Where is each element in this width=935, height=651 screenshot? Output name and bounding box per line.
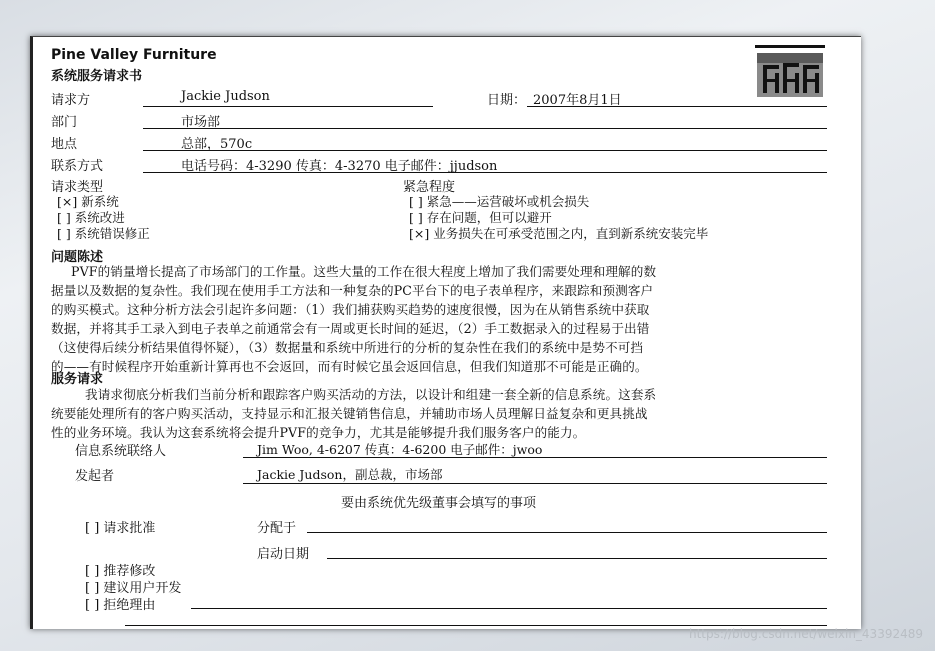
watermark: https://blog.csdn.net/weixin_43392489 (688, 627, 923, 641)
checkbox: [ ] (85, 581, 100, 596)
option-label: 系统错误修正 (74, 226, 150, 241)
option-label: 推荐修改 (103, 564, 156, 579)
assigned-label: 分配于 (257, 521, 297, 536)
start-date-underline (327, 558, 827, 559)
problem-heading: 问题陈述 (51, 250, 104, 265)
contact-label: 联系方式 (51, 159, 104, 174)
checkbox: [ ] (57, 226, 71, 241)
approve-option (85, 517, 155, 536)
checkbox: [ ] (57, 210, 71, 225)
option-label: 紧急——运营破坏或机会损失 (426, 194, 590, 209)
extra-underline (125, 625, 827, 626)
checkbox: [ ] (409, 210, 423, 225)
service-request-form (30, 36, 861, 629)
problem-line: PVF的销量增长提高了市场部门的工作量。这些大量的工作在很大程度上增加了我们需要处理和理解的数 (71, 264, 657, 279)
reject-underline (191, 608, 827, 609)
service-line: 我请求彻底分析我们当前分析和跟踪客户购买活动的方法，以设计和组建一套全新的信息系统。这套系 (85, 387, 657, 402)
option-label: 存在问题，但可以避开 (426, 210, 552, 225)
service-text (51, 385, 656, 442)
option-label: 请求批准 (103, 521, 156, 536)
option-label: 新系统 (81, 194, 119, 209)
request-type-heading: 请求类型 (51, 180, 104, 195)
service-line: 统要能处理所有的客户购买活动，支持显示和汇报关键销售信息，并辅助市场人员理解日益复杂和更具挑战 (51, 406, 648, 421)
urgency-heading: 紧急程度 (403, 180, 456, 195)
liaison-underline (243, 457, 827, 458)
start-date-label: 启动日期 (257, 547, 310, 562)
date-label: 日期： (487, 93, 527, 108)
company-name: Pine Valley Furniture (51, 47, 217, 63)
contact-value: 电话号码：4-3290 传真：4-3270 电子邮件：jjudson (181, 159, 498, 174)
option-label: 拒绝理由 (103, 598, 156, 613)
requester-underline (143, 106, 433, 107)
location-value: 总部，570c (181, 137, 253, 152)
request-type-option (57, 224, 150, 242)
checkbox: [×] (409, 226, 430, 241)
checkbox: [×] (57, 194, 78, 209)
checkbox: [ ] (85, 521, 100, 536)
checkbox: [ ] (85, 598, 100, 613)
problem-line: 的——有时候程序开始重新计算再也不会返回，而有时候它虽会返回信息，但我们知道那不可能是正确的。 (51, 359, 648, 374)
sponsor-underline (243, 483, 827, 484)
dept-label: 部门 (51, 115, 78, 130)
option-label: 业务损失在可承受范围之内，直到新系统安装完毕 (433, 226, 709, 241)
checkbox: [ ] (409, 194, 423, 209)
reject-option (85, 594, 155, 613)
problem-line: 的购买模式。这种分析方法会引起许多问题：（1）我们捕获购买趋势的速度很慢，因为在从销售系统中获取 (51, 302, 650, 317)
pine-valley-logo (755, 45, 825, 99)
urgency-option (409, 224, 708, 242)
date-underline (527, 106, 827, 107)
requester-value: Jackie Judson (181, 89, 270, 104)
problem-line: （这使得后续分析结果值得怀疑），（3）数据量和系统中所进行的分析的复杂性在我们的系统中是势不可挡 (51, 340, 644, 355)
liaison-label: 信息系统联络人 (75, 444, 167, 459)
problem-line: 据量以及数据的复杂性。我们现在使用手工方法和一种复杂的PC平台下的电子表单程序，来跟踪和预测客户 (51, 283, 654, 298)
location-label: 地点 (51, 137, 78, 152)
board-heading: 要由系统优先级董事会填写的事项 (341, 496, 537, 511)
date-value: 2007年8月1日 (533, 93, 622, 108)
requester-label: 请求方 (51, 93, 91, 108)
service-heading: 服务请求 (51, 372, 104, 387)
problem-text (51, 262, 656, 376)
dept-underline (143, 128, 827, 129)
sponsor-label: 发起者 (75, 469, 115, 484)
liaison-value: Jim Woo, 4-6207 传真：4-6200 电子邮件：jwoo (257, 442, 543, 457)
problem-line: 数据，并将其手工录入到电子表单之前通常会有一周或更长时间的延迟，（2）手工数据录入的过程易于出错 (51, 321, 650, 336)
dept-value: 市场部 (181, 115, 221, 130)
service-line: 性的业务环境。我认为这套系统将会提升PVF的竞争力，尤其是能够提升我们服务客户的能力。 (51, 425, 586, 440)
checkbox: [ ] (85, 564, 100, 579)
assigned-underline (307, 532, 827, 533)
option-label: 系统改进 (74, 210, 125, 225)
contact-underline (143, 172, 827, 173)
form-title: 系统服务请求书 (51, 69, 143, 84)
location-underline (143, 150, 827, 151)
option-label: 建议用户开发 (103, 581, 182, 596)
sponsor-value: Jackie Judson，副总裁，市场部 (257, 467, 443, 482)
